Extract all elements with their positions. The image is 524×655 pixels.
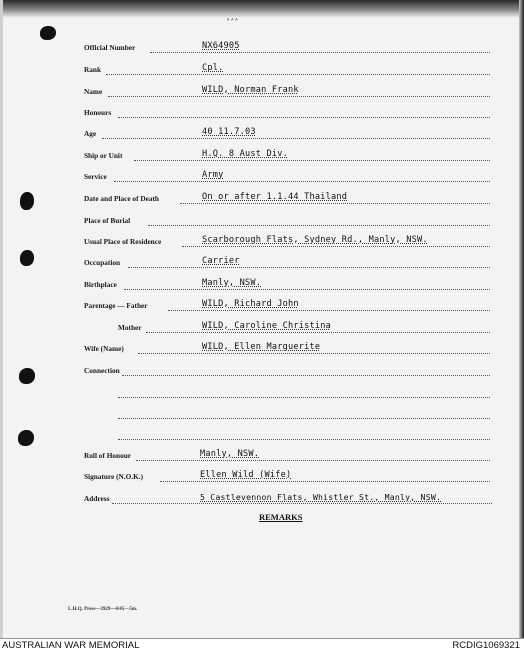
dotted-line <box>124 289 490 290</box>
field-value: Manly, NSW. <box>200 449 260 459</box>
form-number: ᴬᴬᴬ <box>226 17 239 25</box>
scan-top-shadow <box>0 0 524 18</box>
field-value: NX64905 <box>202 41 240 51</box>
field-label: Rank <box>84 65 102 74</box>
field-value: WILD, Richard John <box>202 299 299 309</box>
field-label: Honours <box>84 108 112 117</box>
blank-dotted-line <box>118 418 490 419</box>
dotted-line <box>118 117 490 118</box>
field-label: Place of Burial <box>84 216 131 225</box>
field-value: Ellen Wild (Wife) <box>200 470 292 480</box>
field-label: Occupation <box>84 258 121 267</box>
field-value: 5 Castlevennon Flats, Whistler St., Manly, NSW. <box>200 492 442 502</box>
field-label: Name <box>84 87 103 96</box>
punch-hole <box>18 430 34 446</box>
field-value: H.Q. 8 Aust Div. <box>202 149 288 159</box>
dotted-line <box>168 310 490 311</box>
dotted-line <box>148 225 490 226</box>
field-label: Connection <box>84 366 120 375</box>
field-label: Usual Place of Residence <box>84 237 162 246</box>
field-label: Roll of Honour <box>84 451 132 460</box>
field-service <box>0 172 524 186</box>
field-birthplace <box>0 280 524 294</box>
field-roll-of-honour <box>0 451 524 465</box>
field-label: Wife (Name) <box>84 344 124 353</box>
dotted-line <box>108 96 490 97</box>
blank-dotted-line <box>118 397 490 398</box>
field-parentage-father <box>0 301 524 315</box>
field-address <box>0 494 524 508</box>
dotted-line <box>106 74 490 75</box>
dotted-line <box>122 375 490 376</box>
dotted-line <box>114 181 490 182</box>
field-place-of-burial <box>0 216 524 230</box>
field-label: Parentage — Father <box>84 301 148 310</box>
field-official-number <box>0 43 524 57</box>
field-signature-nok <box>0 472 524 486</box>
field-parentage-mother <box>0 323 524 337</box>
field-wife-name <box>0 344 524 358</box>
field-honours <box>0 108 524 122</box>
field-value: WILD, Norman Frank <box>202 85 299 95</box>
field-label: Address <box>84 494 110 503</box>
field-label: Age <box>84 129 97 138</box>
field-value: On or after 1.1.44 Thailand <box>202 192 348 202</box>
field-label: Ship or Unit <box>84 151 123 160</box>
dotted-line <box>112 503 492 504</box>
field-label: Service <box>84 172 107 181</box>
dotted-line <box>136 460 490 461</box>
field-ship-or-unit <box>0 151 524 165</box>
field-value: Carrier <box>202 256 240 266</box>
dotted-line <box>128 267 490 268</box>
dotted-line <box>180 203 490 204</box>
punch-hole <box>40 26 56 40</box>
field-label: Date and Place of Death <box>84 194 159 203</box>
dotted-line <box>150 52 490 53</box>
field-label: Signature (N.O.K.) <box>84 472 144 481</box>
field-value: WILD, Caroline Christina <box>202 321 331 331</box>
field-label: Mother <box>118 323 142 332</box>
print-line: L.H.Q. Press—3929—4/45—5m. <box>68 607 138 612</box>
dotted-line <box>138 353 490 354</box>
field-rank <box>0 65 524 79</box>
field-value: Manly, NSW. <box>202 278 262 288</box>
field-usual-residence <box>0 237 524 251</box>
field-value: Scarborough Flats, Sydney Rd., Manly, NSW. <box>202 235 428 245</box>
field-occupation <box>0 258 524 272</box>
archive-name: AUSTRALIAN WAR MEMORIAL <box>2 640 140 651</box>
field-value: 40 11.7.03 <box>202 127 256 137</box>
field-label: Birthplace <box>84 280 117 289</box>
remarks-heading: REMARKS <box>259 512 303 522</box>
dotted-line <box>134 160 490 161</box>
field-name <box>0 87 524 101</box>
dotted-line <box>102 138 490 139</box>
dotted-line <box>160 481 490 482</box>
field-connection <box>0 366 524 380</box>
record-id: RCDIG1069321 <box>452 640 520 651</box>
field-value: Army <box>202 170 224 180</box>
blank-dotted-line <box>118 439 490 440</box>
field-value: WILD, Ellen Marguerite <box>202 342 321 352</box>
dotted-line <box>146 332 490 333</box>
field-label: Official Number <box>84 43 136 52</box>
dotted-line <box>182 246 490 247</box>
field-value: Cpl. <box>202 63 224 73</box>
field-date-place-of-death <box>0 194 524 208</box>
field-age <box>0 129 524 143</box>
